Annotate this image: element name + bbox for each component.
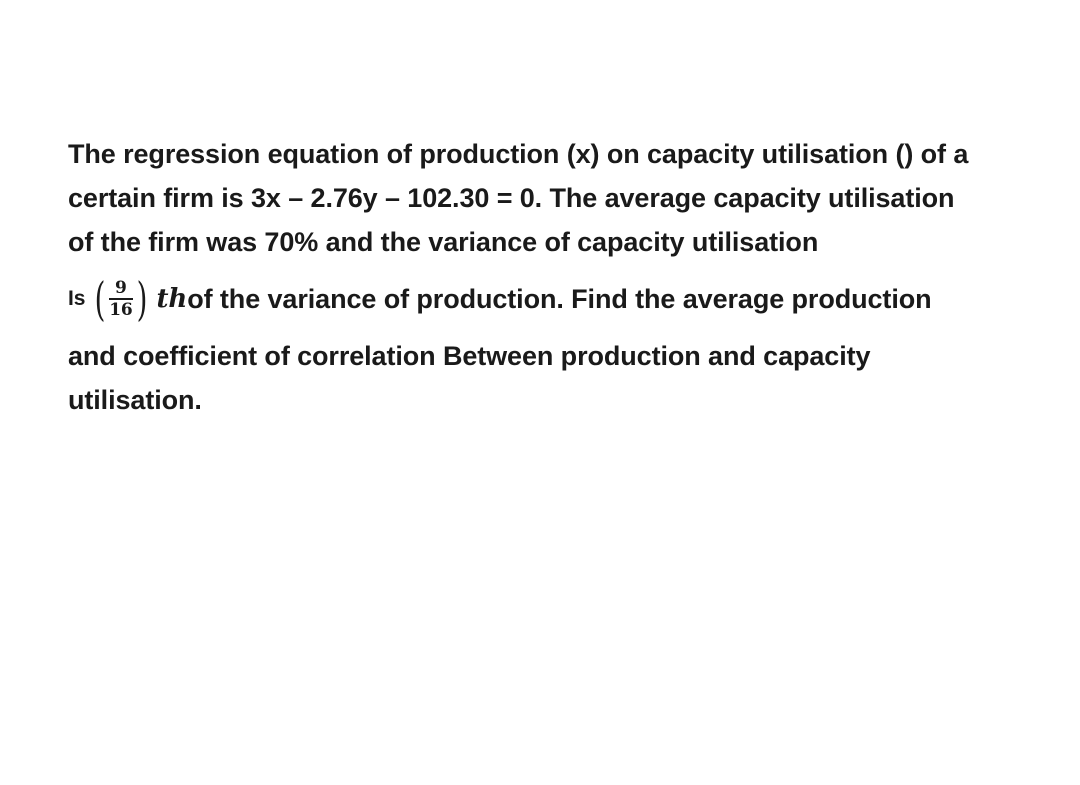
- text-line-4: [68, 264, 1058, 334]
- right-paren: ): [136, 272, 147, 326]
- text-line-6: utilisation.: [68, 385, 202, 415]
- text-line-4-rest: of the variance of production. Find the average production: [187, 284, 932, 314]
- text-line-1: The regression equation of production (x) on capacity utilisation () of a: [68, 139, 969, 169]
- fraction-denominator: 16: [109, 299, 133, 320]
- text-line-5: and coefficient of correlation Between production and capacity: [68, 341, 871, 371]
- fraction: [109, 279, 132, 319]
- text-line-3: of the firm was 70% and the variance of capacity utilisation: [68, 227, 819, 257]
- fraction-expression: [91, 272, 150, 326]
- question-text: [68, 132, 1058, 422]
- is-word: Is: [68, 287, 86, 310]
- th-suffix: th: [156, 284, 188, 314]
- text-line-2: certain firm is 3x – 2.76y – 102.30 = 0. The average capacity utilisation: [68, 183, 955, 213]
- left-paren: (: [94, 272, 106, 326]
- fraction-numerator: 9: [115, 278, 127, 299]
